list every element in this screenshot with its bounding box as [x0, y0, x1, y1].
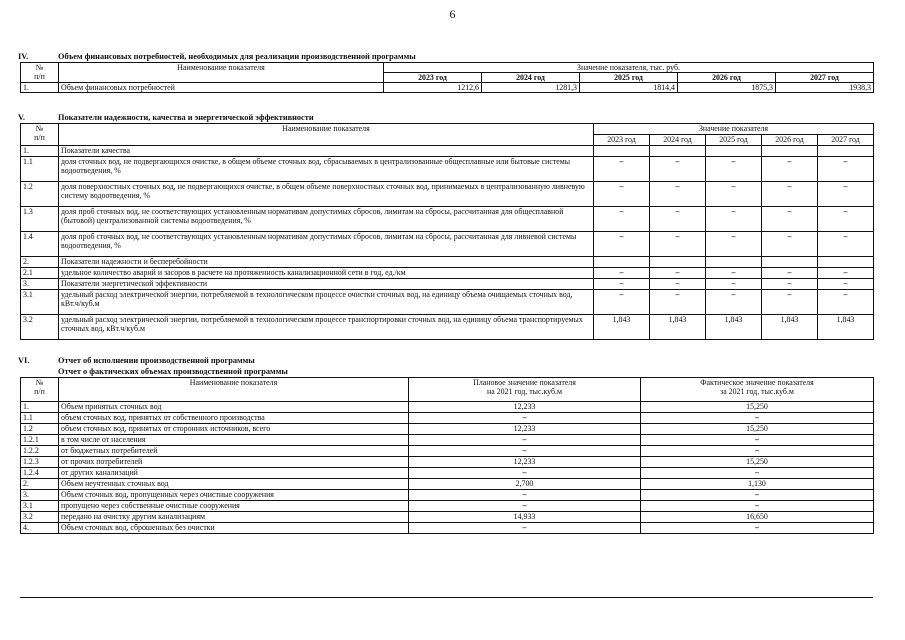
row-empty-value	[762, 257, 818, 268]
row-number: 2.	[21, 479, 59, 490]
row-name: удельное количество аварий и засоров в расчете на протяженность канализационной сети в год, ед./км	[59, 268, 594, 279]
row-value: 1,843	[650, 315, 706, 340]
header-year: 2026 год	[678, 73, 776, 83]
row-value: –	[818, 232, 874, 257]
row-name: доля поверхностных сточных вод, не подвергающихся очистке, в общем объеме поверхностных сточных вод, принимаемых в централизованную ливневую систему водоотведения, %	[59, 182, 594, 207]
row-value: –	[706, 268, 762, 279]
row-name: от других канализаций	[59, 468, 409, 479]
row-name: в том числе от населения	[59, 435, 409, 446]
row-name: объем сточных вод, принятых от сторонних источников, всего	[59, 424, 409, 435]
row-number: 1.	[21, 146, 59, 157]
row-plan-value: 12,233	[409, 402, 641, 413]
header-name: Наименование показателя	[59, 124, 594, 146]
header-number-line1: №	[35, 63, 44, 72]
header-number	[21, 63, 59, 83]
row-plan-value: 14,933	[409, 512, 641, 523]
row-value: –	[594, 232, 650, 257]
row-empty-value	[762, 146, 818, 157]
row-value: –	[594, 207, 650, 232]
header-year: 2025 год	[706, 135, 762, 146]
header-year: 2026 год	[762, 135, 818, 146]
section-4-heading	[18, 52, 416, 61]
table-row	[21, 512, 874, 523]
section-5-heading	[18, 113, 314, 122]
row-value: –	[818, 290, 874, 315]
row-plan-value: –	[409, 523, 641, 534]
row-fact-value: –	[641, 468, 874, 479]
row-number: 2.1	[21, 268, 59, 279]
row-plan-value: –	[409, 501, 641, 512]
header-name: Наименование показателя	[59, 378, 409, 402]
header-number-line2: п/п	[34, 133, 45, 142]
row-value: –	[762, 207, 818, 232]
row-value: –	[762, 232, 818, 257]
row-value: –	[818, 279, 874, 290]
header-name: Наименование показателя	[59, 63, 384, 83]
row-value: 1212,6	[384, 83, 482, 93]
row-number: 3.	[21, 279, 59, 290]
table-row	[21, 232, 874, 257]
table-row	[21, 523, 874, 534]
table-row	[21, 157, 874, 182]
header-fact-line1: Фактическое значение показателя	[700, 378, 814, 387]
table-row	[21, 424, 874, 435]
section-6-heading	[18, 356, 255, 365]
header-year: 2027 год	[818, 135, 874, 146]
row-value: –	[706, 290, 762, 315]
row-value: –	[650, 157, 706, 182]
row-value: –	[594, 268, 650, 279]
row-value: 1,843	[706, 315, 762, 340]
header-number-line2: п/п	[34, 387, 45, 396]
row-value: 1814,4	[580, 83, 678, 93]
header-year: 2023 год	[594, 135, 650, 146]
table-row	[21, 402, 874, 413]
row-fact-value: 15,250	[641, 424, 874, 435]
header-fact	[641, 378, 874, 402]
header-row	[21, 124, 874, 135]
table-row	[21, 468, 874, 479]
table-row	[21, 83, 874, 93]
header-year: 2027 год	[776, 73, 874, 83]
header-number	[21, 124, 59, 146]
row-name: пропущено через собственные очистные сооружения	[59, 501, 409, 512]
row-number: 1.2.4	[21, 468, 59, 479]
table-row	[21, 182, 874, 207]
row-name: Показатели качества	[59, 146, 594, 157]
row-number: 1.2.2	[21, 446, 59, 457]
row-name: Объем сточных вод, сброшенных без очистки	[59, 523, 409, 534]
header-plan	[409, 378, 641, 402]
table-row	[21, 146, 874, 157]
row-number: 1.2	[21, 424, 59, 435]
row-number: 1.	[21, 402, 59, 413]
row-name: Объем сточных вод, пропущенных через очистные сооружения	[59, 490, 409, 501]
header-plan-line1: Плановое значение показателя	[473, 378, 576, 387]
row-plan-value: –	[409, 435, 641, 446]
row-value: 1938,3	[776, 83, 874, 93]
row-value: –	[594, 182, 650, 207]
row-name: от прочих потребителей	[59, 457, 409, 468]
row-value: –	[818, 182, 874, 207]
row-name: доля сточных вод, не подвергающихся очистке, в общем объеме сточных вод, сбрасываемых в централизованные общесплавные или бытовые системы водоотведения, %	[59, 157, 594, 182]
header-number	[21, 378, 59, 402]
header-value: Значение показателя	[594, 124, 874, 135]
row-empty-value	[818, 146, 874, 157]
row-name: Показатели надежности и бесперебойности	[59, 257, 594, 268]
table-row	[21, 207, 874, 232]
row-number: 1.4	[21, 232, 59, 257]
row-number: 3.2	[21, 512, 59, 523]
header-number-line2: п/п	[34, 72, 45, 81]
header-value: Значение показателя, тыс. руб.	[384, 63, 874, 73]
table-row	[21, 290, 874, 315]
header-number-line1: №	[35, 378, 44, 387]
row-value: –	[818, 268, 874, 279]
row-value: –	[706, 232, 762, 257]
row-value: –	[706, 182, 762, 207]
row-name: Объем финансовых потребностей	[59, 83, 384, 93]
row-number: 3.2	[21, 315, 59, 340]
row-number: 1.1	[21, 157, 59, 182]
row-value: –	[762, 290, 818, 315]
table-row	[21, 457, 874, 468]
row-number: 1.1	[21, 413, 59, 424]
row-value: –	[706, 207, 762, 232]
reliability-indicators-table	[20, 123, 874, 340]
row-empty-value	[594, 146, 650, 157]
table-row	[21, 413, 874, 424]
header-year: 2024 год	[650, 135, 706, 146]
row-empty-value	[650, 257, 706, 268]
section-5-number: V.	[18, 113, 25, 122]
header-row	[21, 63, 874, 73]
row-empty-value	[706, 146, 762, 157]
header-plan-line2: на 2021 год, тыс.куб.м	[487, 387, 562, 396]
table-row	[21, 501, 874, 512]
table-row	[21, 268, 874, 279]
row-name: удельный расход электрической энергии, потребляемой в технологическом процессе очистки сточных вод, на единицу объема очищаемых сточных вод, кВт.ч/куб.м	[59, 290, 594, 315]
row-fact-value: 1,130	[641, 479, 874, 490]
row-fact-value: –	[641, 446, 874, 457]
row-plan-value: 12,233	[409, 424, 641, 435]
table-row	[21, 435, 874, 446]
row-number: 2.	[21, 257, 59, 268]
row-value: 1,843	[818, 315, 874, 340]
row-name: объем сточных вод, принятых от собственного производства	[59, 413, 409, 424]
page-number: 6	[449, 7, 456, 21]
row-name: Показатели энергетической эффективности	[59, 279, 594, 290]
row-value: –	[762, 268, 818, 279]
row-name: доля проб сточных вод, не соответствующих установленным нормативам допустимых сбросов, лимитам на сбросы, рассчитанная для общесплавной (бытовой) централизованной системы водоотведения, %	[59, 207, 594, 232]
row-value: –	[650, 268, 706, 279]
row-value: 1875,3	[678, 83, 776, 93]
row-value: –	[706, 157, 762, 182]
row-number: 1.3	[21, 207, 59, 232]
row-name: передано на очистку другим канализациям	[59, 512, 409, 523]
table-row	[21, 446, 874, 457]
header-number-line1: №	[35, 124, 44, 133]
row-value: –	[818, 157, 874, 182]
row-value: –	[762, 157, 818, 182]
header-row	[21, 378, 874, 402]
table-row	[21, 279, 874, 290]
row-plan-value: –	[409, 468, 641, 479]
table-row	[21, 257, 874, 268]
row-value: –	[650, 207, 706, 232]
header-year: 2024 год	[482, 73, 580, 83]
row-number: 1.2.3	[21, 457, 59, 468]
row-empty-value	[650, 146, 706, 157]
row-plan-value: –	[409, 446, 641, 457]
row-value: –	[594, 279, 650, 290]
table-row	[21, 315, 874, 340]
row-fact-value: –	[641, 490, 874, 501]
section-6-subtitle: Отчет о фактических объемах производственной программы	[58, 367, 288, 376]
section-5-title: Показатели надежности, качества и энергетической эффективности	[58, 113, 314, 122]
section-6-title: Отчет об исполнении производственной программы	[58, 356, 255, 365]
header-year: 2025 год	[580, 73, 678, 83]
header-year: 2023 год	[384, 73, 482, 83]
header-fact-line2: за 2021 год, тыс.куб.м	[720, 387, 794, 396]
row-fact-value: 16,650	[641, 512, 874, 523]
section-4-title: Объем финансовых потребностей, необходимых для реализации производственной программы	[58, 52, 416, 61]
row-value: 1,843	[594, 315, 650, 340]
row-number: 1.2.1	[21, 435, 59, 446]
row-fact-value: –	[641, 435, 874, 446]
row-empty-value	[818, 257, 874, 268]
row-value: 1281,3	[482, 83, 580, 93]
row-value: –	[762, 279, 818, 290]
row-plan-value: 12,233	[409, 457, 641, 468]
row-value: –	[818, 207, 874, 232]
row-value: –	[650, 182, 706, 207]
row-name: Объем принятых сточных вод	[59, 402, 409, 413]
row-empty-value	[706, 257, 762, 268]
row-value: 1,843	[762, 315, 818, 340]
row-value: –	[650, 290, 706, 315]
row-number: 3.1	[21, 290, 59, 315]
row-fact-value: –	[641, 413, 874, 424]
row-name: доля проб сточных вод, не соответствующих установленным нормативам допустимых сбросов, лимитам на сбросы, рассчитанная для ливневой системы водоотведения, %	[59, 232, 594, 257]
row-number: 3.	[21, 490, 59, 501]
row-fact-value: –	[641, 501, 874, 512]
table-row	[21, 490, 874, 501]
row-name: от бюджетных потребителей	[59, 446, 409, 457]
row-value: –	[650, 279, 706, 290]
row-number: 4.	[21, 523, 59, 534]
row-value: –	[762, 182, 818, 207]
row-plan-value: 2,700	[409, 479, 641, 490]
row-empty-value	[594, 257, 650, 268]
production-report-table	[20, 377, 874, 534]
row-number: 1.	[21, 83, 59, 93]
financial-needs-table	[20, 62, 874, 93]
row-plan-value: –	[409, 413, 641, 424]
row-fact-value: 15,250	[641, 457, 874, 468]
table-row	[21, 479, 874, 490]
row-fact-value: –	[641, 523, 874, 534]
row-name: Объем неучтенных сточных вод	[59, 479, 409, 490]
row-value: –	[706, 279, 762, 290]
row-value: –	[594, 290, 650, 315]
footer-rule	[20, 597, 873, 598]
section-6-number: VI.	[18, 356, 30, 365]
row-value: –	[650, 232, 706, 257]
row-number: 3.1	[21, 501, 59, 512]
row-plan-value: –	[409, 490, 641, 501]
row-value: –	[594, 157, 650, 182]
row-number: 1.2	[21, 182, 59, 207]
row-name: удельный расход электрической энергии, потребляемой в технологическом процессе транспортировки сточных вод, на единицу объема транспортируемых сточных вод, кВт.ч/куб.м	[59, 315, 594, 340]
row-fact-value: 15,250	[641, 402, 874, 413]
section-4-number: IV.	[18, 52, 29, 61]
